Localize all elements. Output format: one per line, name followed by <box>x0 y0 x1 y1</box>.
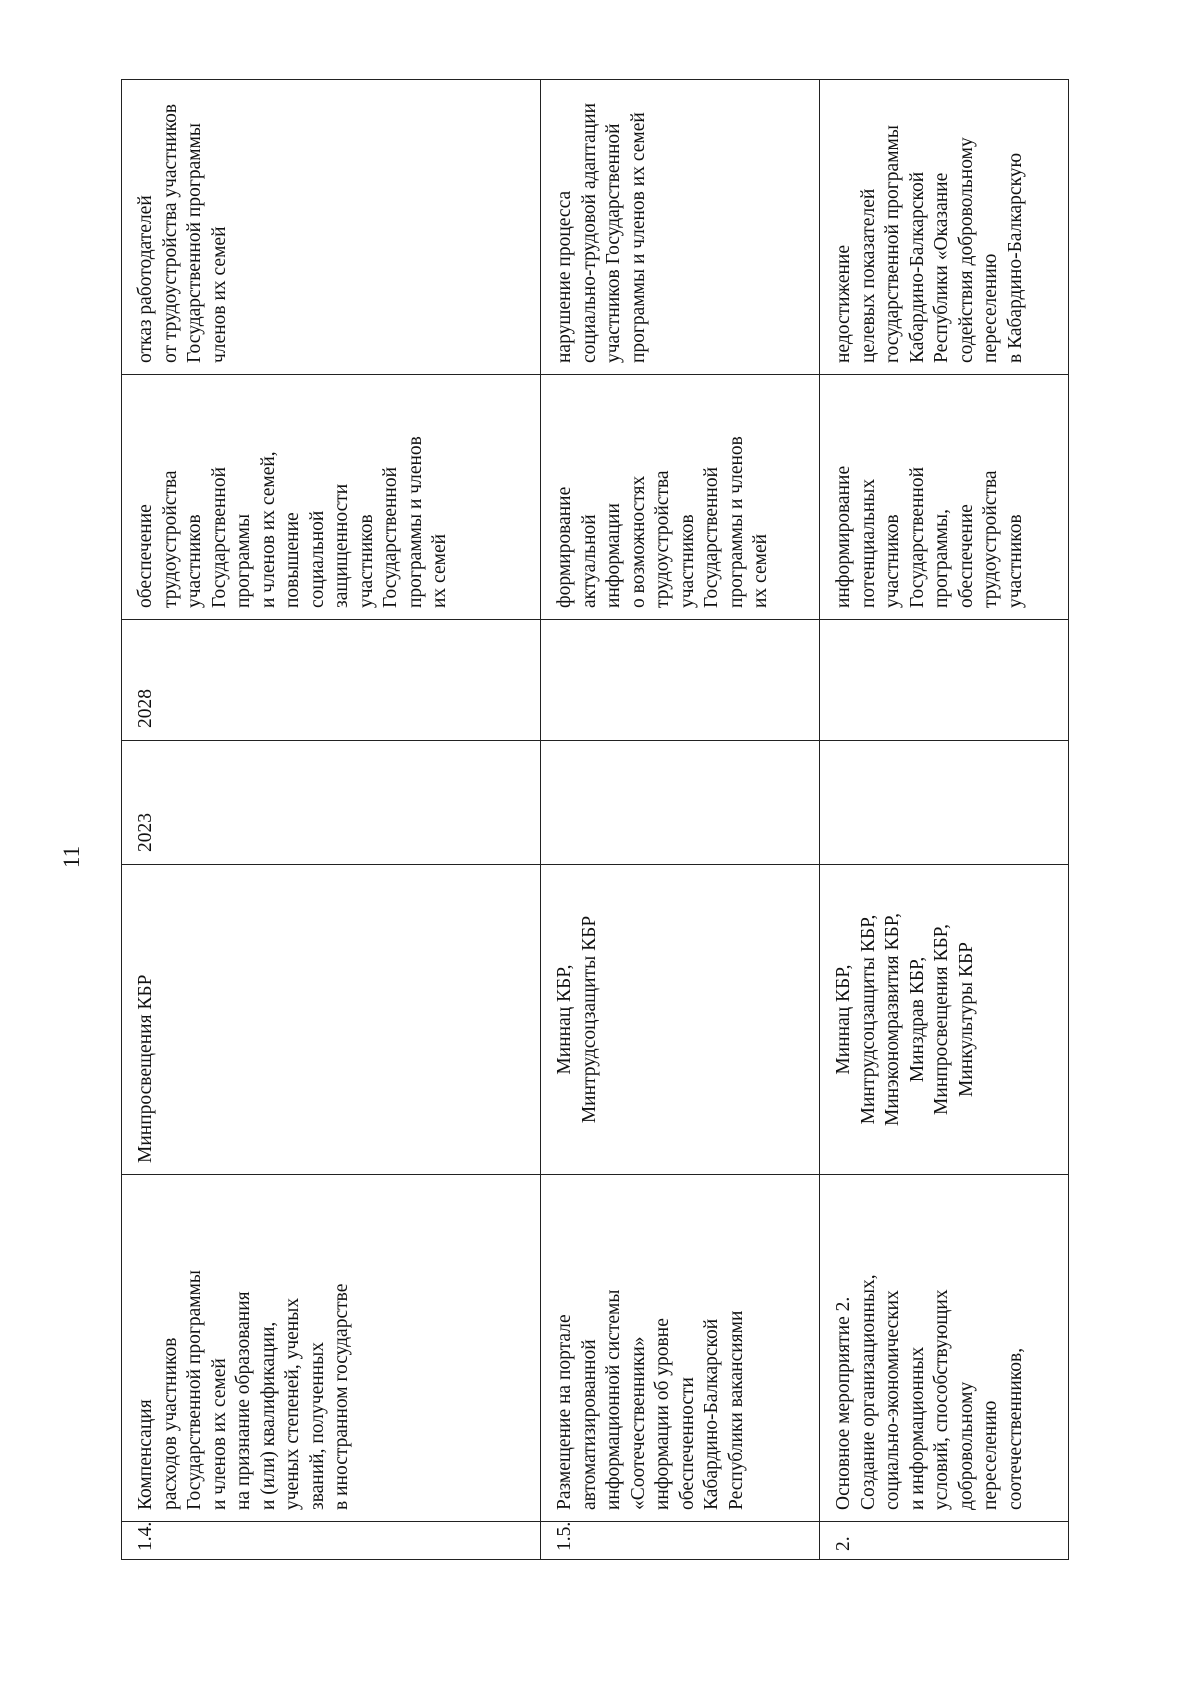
expected-result: формирование актуальной информации о возможностях трудоустройства участников Государственной программы и членов их семей <box>541 375 820 620</box>
measures-table <box>121 79 1069 1560</box>
expected-result: информирование потенциальных участников Государственной программы, обеспечение трудоустройства участников <box>820 375 1069 620</box>
end-year <box>541 620 820 741</box>
rotated-table-container <box>121 80 1041 1560</box>
responsible-executor: Миннац КБР, Минтрудсоцзащиты КБР, Минэкономразвития КБР, Минздрав КБР, Минпросвещения КБР, Минкультуры КБР <box>820 865 1069 1175</box>
start-year <box>541 741 820 865</box>
measure-name: Основное мероприятие 2. Создание организационных, социально-экономических и информационных условий, способствующих добровольному переселению соотечественников, <box>820 1175 1069 1522</box>
risk-description: отказ работодателей от трудоустройства участников Государственной программы членов их семей <box>122 80 541 375</box>
table-row <box>122 80 541 1560</box>
start-year <box>820 741 1069 865</box>
responsible-executor: Минпросвещения КБР <box>122 865 541 1175</box>
risk-description: недостижение целевых показателей государственной программы Кабардино-Балкарской Республики «Оказание содействия добровольному переселению в Кабардино-Балкарскую <box>820 80 1069 375</box>
measure-name: Размещение на портале автоматизированной информационной системы «Соотечественники» информации об уровне обеспеченности Кабардино-Балкарской Республики вакансиями <box>541 1175 820 1522</box>
start-year: 2023 <box>122 741 541 865</box>
table-row <box>820 80 1069 1560</box>
table-row <box>541 80 820 1560</box>
end-year <box>820 620 1069 741</box>
responsible-executor: Миннац КБР, Минтрудсоцзащиты КБР <box>541 865 820 1175</box>
measure-name: Компенсация расходов участников Государственной программы и членов их семей на признание образования и (или) квалификации, ученых степеней, ученых званий, полученных в иностранном государстве <box>122 1175 541 1522</box>
expected-result: обеспечение трудоустройства участников Государственной программы и членов их семей, повышение социальной защищенности участников Государственной программы и членов их семей <box>122 375 541 620</box>
row-number: 1.5. <box>541 1522 820 1560</box>
page-number: 11 <box>59 845 84 869</box>
end-year: 2028 <box>122 620 541 741</box>
risk-description: нарушение процесса социально-трудовой адаптации участников Государственной программы и членов их семей <box>541 80 820 375</box>
row-number: 2. <box>820 1522 1069 1560</box>
row-number: 1.4. <box>122 1522 541 1560</box>
